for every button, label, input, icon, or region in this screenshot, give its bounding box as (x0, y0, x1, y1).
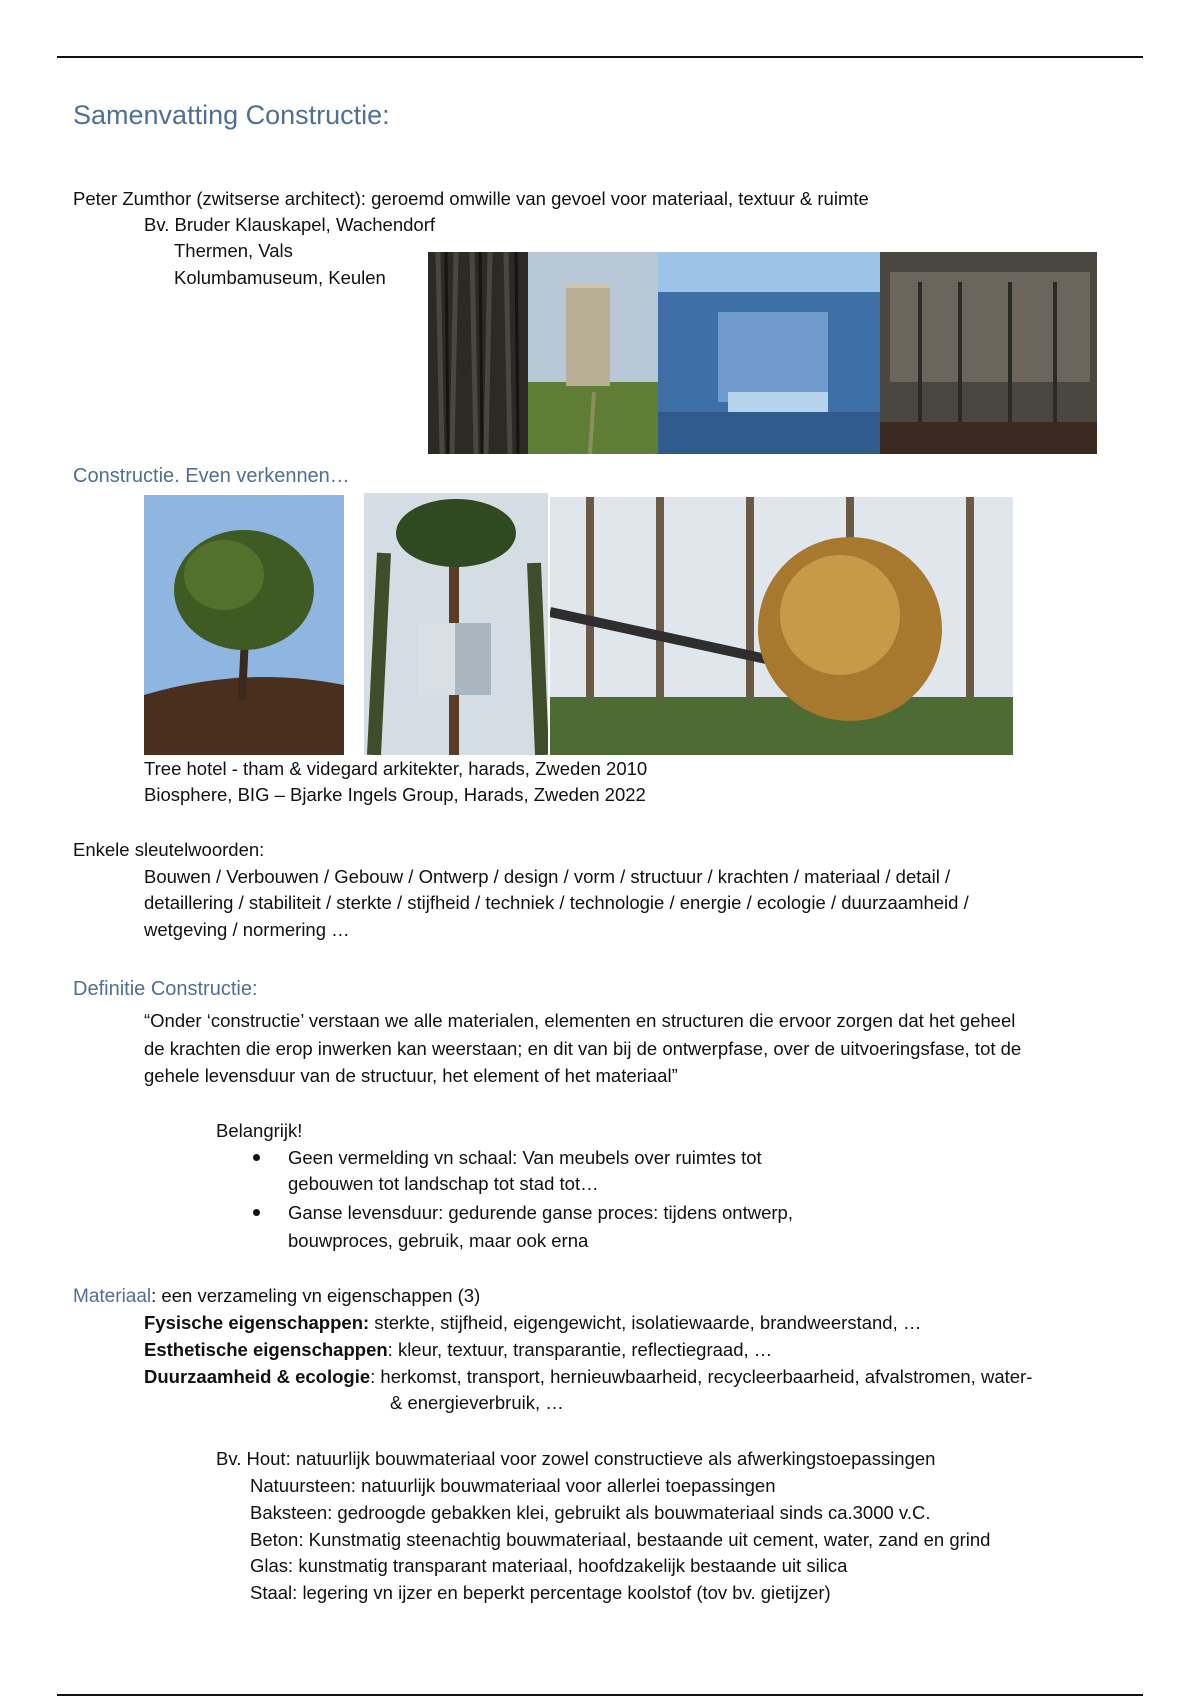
property-label: Duurzaamheid & ecologie (144, 1366, 371, 1387)
material-example: Natuursteen: natuurlijk bouwmateriaal voor allerlei toepassingen (250, 1475, 776, 1496)
property-fysisch (144, 1310, 921, 1336)
bullet-icon (253, 1154, 260, 1161)
page-title: Samenvatting Constructie: (73, 100, 390, 130)
property-text-continued: & energieverbruik, … (390, 1392, 564, 1413)
definition-quote-line: “Onder ‘constructie’ verstaan we alle materialen, elementen en structuren die ervoor zorgen dat het geheel (144, 1010, 1016, 1031)
materiaal-heading-rest: : een verzameling vn eigenschappen (3) (151, 1285, 481, 1306)
property-esthetisch (144, 1337, 772, 1363)
intro-example-2: Thermen, Vals (174, 240, 293, 261)
bullet-text: bouwproces, gebruik, maar ook erna (288, 1230, 589, 1251)
intro-example-1: Bv. Bruder Klauskapel, Wachendorf (144, 214, 436, 235)
section-heading-verkennen: Constructie. Even verkennen… (73, 465, 350, 487)
property-label: Esthetische eigenschappen (144, 1339, 388, 1360)
bullet-text: Geen vermelding vn schaal: Van meubels over ruimtes tot (288, 1147, 762, 1168)
bullet-text: gebouwen tot landschap tot stad tot… (288, 1173, 599, 1194)
property-text: : herkomst, transport, hernieuwbaarheid, recycleerbaarheid, afvalstromen, water- (370, 1366, 1033, 1387)
keywords-line: detaillering / stabiliteit / sterkte / stijfheid / techniek / technologie / energie / ecologie / duurzaamheid / (144, 892, 969, 913)
caption-biosphere: Biosphere, BIG – Bjarke Ingels Group, Harads, Zweden 2022 (144, 784, 646, 805)
keywords-line: Bouwen / Verbouwen / Gebouw / Ontwerp / design / vorm / structuur / krachten / materiaal / detail / (144, 866, 951, 887)
photo-wood-texture (428, 252, 528, 454)
material-example: Bv. Hout: natuurlijk bouwmateriaal voor zowel constructieve als afwerkingstoepassingen (216, 1448, 936, 1469)
keywords-heading: Enkele sleutelwoorden: (73, 839, 265, 860)
photo-tree-hotel-mirrorcube (364, 493, 548, 755)
materiaal-heading-line (73, 1283, 480, 1310)
photo-kolumba-museum (880, 252, 1097, 454)
material-example: Beton: Kunstmatig steenachtig bouwmateriaal, bestaande uit cement, water, zand en grind (250, 1529, 991, 1550)
definition-quote-line: de krachten die erop inwerken kan weerstaan; en dit van bij de ontwerpfase, over de uitvoeringsfase, tot de (144, 1038, 1022, 1059)
material-example: Staal: legering vn ijzer en beperkt percentage koolstof (tov bv. gietijzer) (250, 1582, 831, 1603)
top-rule (57, 56, 1143, 58)
intro-line: Peter Zumthor (zwitserse architect): geroemd omwille van gevoel voor materiaal, textuur & ruimte (73, 188, 869, 209)
bullet-icon (253, 1209, 260, 1216)
keywords-line: wetgeving / normering … (144, 919, 350, 940)
property-duurzaamheid (144, 1364, 1032, 1390)
section-heading-definitie: Definitie Constructie: (73, 978, 258, 1000)
section-heading-materiaal: Materiaal (73, 1286, 152, 1307)
property-text: : kleur, textuur, transparantie, reflectiegraad, … (387, 1339, 773, 1360)
material-example: Baksteen: gedroogde gebakken klei, gebruikt als bouwmateriaal sinds ca.3000 v.C. (250, 1502, 931, 1523)
definition-quote-line: gehele levensduur van de structuur, het element of het materiaal” (144, 1065, 678, 1086)
property-text: sterkte, stijfheid, eigengewicht, isolatiewaarde, brandweerstand, … (369, 1312, 922, 1333)
important-label: Belangrijk! (216, 1120, 303, 1141)
intro-example-3: Kolumbamuseum, Keulen (174, 267, 386, 288)
material-example: Glas: kunstmatig transparant materiaal, hoofdzakelijk bestaande uit silica (250, 1555, 848, 1576)
bullet-text: Ganse levensduur: gedurende ganse proces: tijdens ontwerp, (288, 1202, 793, 1223)
photo-bruder-klaus-chapel (528, 252, 658, 454)
caption-tree-hotel: Tree hotel - tham & videgard arkitekter, harads, Zweden 2010 (144, 758, 648, 779)
photo-biosphere (550, 497, 1013, 755)
bottom-rule (57, 1694, 1143, 1696)
photo-therme-vals (658, 252, 880, 454)
property-label: Fysische eigenschappen: (144, 1312, 370, 1333)
photo-tree (144, 495, 344, 755)
